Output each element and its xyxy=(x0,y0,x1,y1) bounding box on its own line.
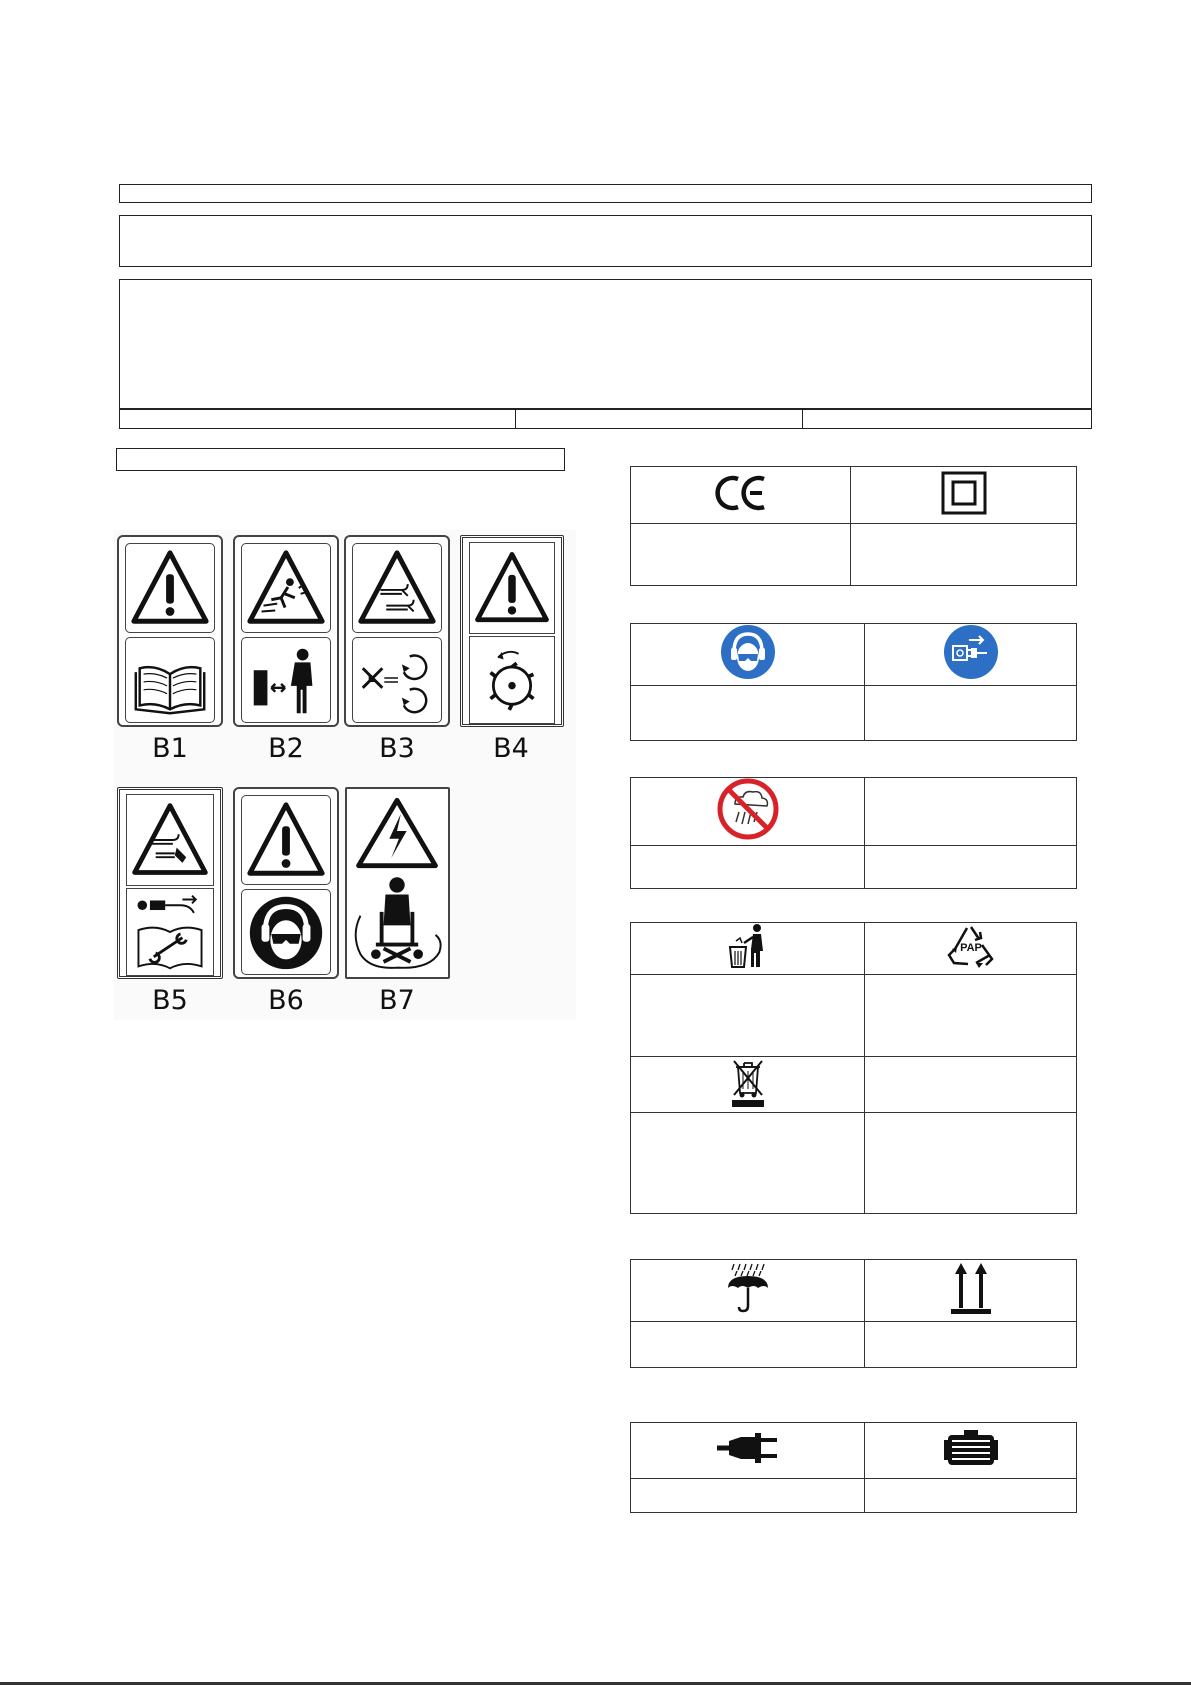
no-rain-icon xyxy=(717,778,779,840)
b6-bottom xyxy=(241,889,331,975)
table3-text-1 xyxy=(865,778,1077,846)
b3-top xyxy=(352,543,442,633)
table3-text-3 xyxy=(865,846,1077,889)
this-way-up-icon xyxy=(949,1260,993,1316)
footer-cell-2 xyxy=(516,409,803,428)
footer-cell-1 xyxy=(120,409,516,428)
electric-shock-cable-hazard-icon xyxy=(347,789,448,977)
pap-recycle-icon xyxy=(946,923,996,969)
warning-exclamation-icon xyxy=(126,544,214,632)
table6-text-2 xyxy=(865,1479,1077,1513)
read-manual-icon xyxy=(126,638,214,722)
plug-cell xyxy=(631,1423,865,1479)
unplug-cell xyxy=(865,624,1077,686)
ce-cell xyxy=(631,467,851,524)
tidyman-icon xyxy=(726,923,770,969)
b1-bottom xyxy=(125,637,215,723)
double-insulation-icon xyxy=(940,471,988,515)
tidyman-cell xyxy=(631,923,865,975)
plug-icon xyxy=(715,1427,781,1469)
b1-top xyxy=(125,543,215,633)
sign-label-b5: B5 xyxy=(152,985,188,1016)
symbol-table-3 xyxy=(630,777,1077,889)
this-way-up-cell xyxy=(865,1260,1077,1322)
table1-text-1 xyxy=(631,524,851,586)
table2-text-2 xyxy=(865,686,1077,741)
keep-dry-cell xyxy=(631,1260,865,1322)
motor-icon xyxy=(942,1428,1000,1468)
no-rain-cell xyxy=(631,778,865,846)
b2-top xyxy=(241,543,331,633)
svg-text:PAP: PAP xyxy=(959,942,982,954)
b4-top xyxy=(469,542,555,634)
section-title-box xyxy=(116,448,565,471)
table4-text-1 xyxy=(631,975,865,1057)
content-box xyxy=(119,279,1092,410)
table4-text-5 xyxy=(865,1113,1077,1214)
table4-text-2 xyxy=(865,975,1077,1057)
sign-b6 xyxy=(233,787,339,979)
info-footer-row xyxy=(119,408,1092,429)
keep-distance-icon xyxy=(242,638,330,722)
sign-b7 xyxy=(345,787,450,979)
blade-warning-icon xyxy=(353,544,441,632)
motor-cell xyxy=(865,1423,1077,1479)
table4-text-4 xyxy=(631,1113,865,1214)
sign-b5 xyxy=(117,787,223,979)
table2-text-1 xyxy=(631,686,865,741)
sign-b4 xyxy=(460,535,564,727)
unplug-before-maintenance-icon xyxy=(127,889,213,975)
sign-b3 xyxy=(344,535,450,727)
table3-text-2 xyxy=(631,846,865,889)
symbol-table-6 xyxy=(630,1422,1077,1513)
b2-bottom xyxy=(241,637,331,723)
weee-bin-icon xyxy=(730,1057,766,1107)
table1-text-2 xyxy=(851,524,1077,586)
table6-text-1 xyxy=(631,1479,865,1513)
thrown-objects-warning-icon xyxy=(242,544,330,632)
protection-cell xyxy=(631,624,865,686)
symbol-table-1 xyxy=(630,466,1077,586)
blade-cut-warning-icon xyxy=(127,795,213,885)
pap-recycle-cell xyxy=(865,923,1077,975)
intro-box xyxy=(119,215,1092,267)
symbol-table-4 xyxy=(630,922,1077,1214)
table4-text-3 xyxy=(865,1057,1077,1113)
b5-bottom xyxy=(126,888,214,976)
ce-mark-icon xyxy=(714,475,768,511)
sign-label-b4: B4 xyxy=(493,733,529,764)
sign-label-b2: B2 xyxy=(268,733,304,764)
table5-text-2 xyxy=(865,1322,1077,1368)
keep-dry-icon xyxy=(724,1262,772,1314)
b3-bottom xyxy=(352,637,442,723)
symbol-table-5 xyxy=(630,1259,1077,1368)
table5-text-1 xyxy=(631,1322,865,1368)
wear-eye-ear-protection-icon xyxy=(242,890,330,974)
sign-b1 xyxy=(117,535,223,727)
title-bar xyxy=(119,184,1092,203)
ear-eye-protection-icon xyxy=(720,624,776,680)
sign-b2 xyxy=(233,535,339,727)
b4-bottom xyxy=(469,636,555,724)
footer-cell-3 xyxy=(803,409,1091,428)
weee-cell xyxy=(631,1057,865,1113)
warning-exclamation-icon xyxy=(242,796,330,884)
sign-label-b6: B6 xyxy=(268,985,304,1016)
unplug-icon xyxy=(943,624,999,680)
double-insulation-cell xyxy=(851,467,1077,524)
warning-exclamation-icon xyxy=(470,543,554,633)
b5-top xyxy=(126,794,214,886)
sign-label-b1: B1 xyxy=(152,733,188,764)
rotating-blade-icon xyxy=(470,637,554,723)
rotating-blades-icon xyxy=(353,638,441,722)
symbol-table-2 xyxy=(630,623,1077,741)
sign-label-b7: B7 xyxy=(379,985,415,1016)
b6-top xyxy=(241,795,331,885)
sign-label-b3: B3 xyxy=(379,733,415,764)
